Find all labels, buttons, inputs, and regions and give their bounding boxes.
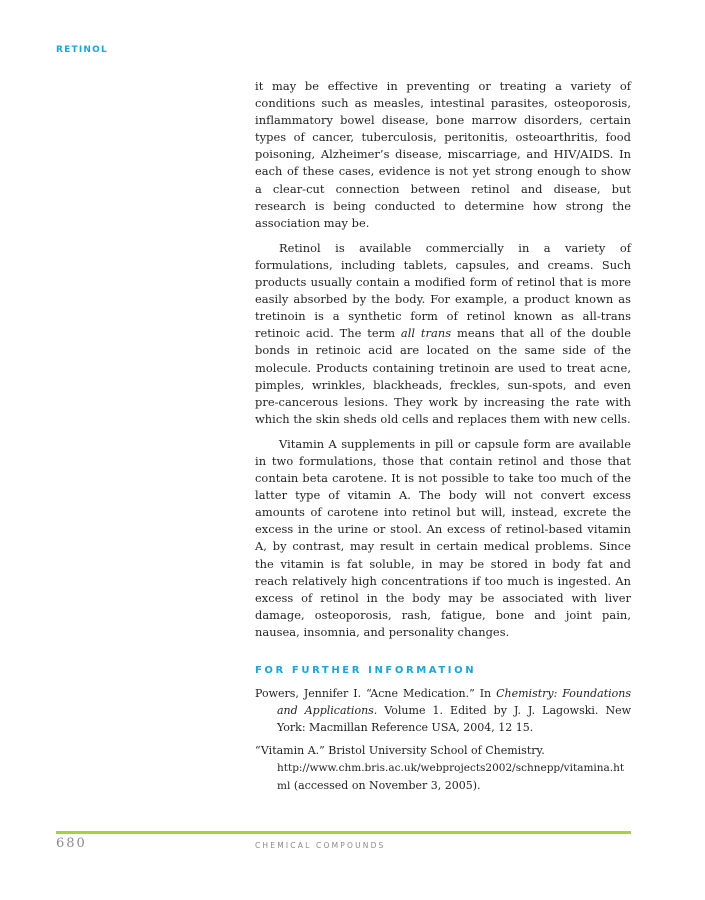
reference-1-lead: Powers, Jennifer I. “Acne Medication.” In [255,687,497,700]
reference-2-rest: (accessed on November 3, 2005). [290,779,481,792]
reference-2-url[interactable]: http://www.chm.bris.ac.uk/webprojects2002/schnepp/vitamina.html [277,762,625,792]
reference-1 [255,685,631,736]
reference-2 [255,742,631,795]
main-text-column [255,78,631,801]
reference-2-lead: “Vitamin A.” Bristol University School of Chemistry. [255,744,545,757]
reference-1-title: Chemistry: Foundations and Applications. [277,687,631,717]
paragraph-1: it may be effective in preventing or treating a variety of conditions such as measles, intestinal parasites, osteoporosis, inflammatory bowel disease, bone marrow disorders, certain types of cancer, tuberculosis, peritonitis, osteoarthritis, food poisoning, Alzheimer’s disease, miscarriage, and HIV/AIDS. In each of these cases, evidence is not yet strong enough to show a clear-cut connection between retinol and disease, but research is being conducted to determine how strong the association may be. [255,79,631,230]
reference-1-rest: Volume 1. Edited by J. J. Lagowski. New York: Macmillan Reference USA, 2004, 12 15. [277,704,632,734]
paragraph-2-italic-term: all trans [400,326,452,341]
page-number: 680 [56,836,87,851]
running-head: RETINOL [56,45,108,55]
paragraph-2 [255,240,631,428]
paragraph-3: Vitamin A supplements in pill or capsule form are available in two formulations, those that contain retinol and those that contain beta carotene. It is not possible to take too much of the latter type of vitamin A. The body will not convert excess amounts of carotene into retinol but will, instead, excrete the excess in the urine or stool. An excess of retinol-based vitamin A, by contrast, may result in certain medical problems. Since the vitamin is fat soluble, in may be stored in body fat and reach relatively high concentrations if too much is ingested. An excess of retinol in the body may be associated with liver damage, osteoporosis, rash, fatigue, bone and joint pain, nausea, insomnia, and personality changes. [255,436,631,639]
book-title: CHEMICAL COMPOUNDS [255,841,386,850]
paragraph-2-part-b: means that all of the double bonds in retinoic acid are located on the same side of the molecule. Products containing tretinoin are used to treat acne, pimples, wrinkles, blackheads, freckles, sun-spots, and even pre-cancerous lesions. They work by increasing the rate with which the skin sheds old cells and replaces them with new cells. [255,326,631,426]
footer-rule [56,831,631,834]
further-information-heading: FOR FURTHER INFORMATION [255,665,477,676]
paragraph-2-part-a: Retinol is available commercially in a variety of formulations, including tablets, capsules, and creams. Such products usually contain a modified form of retinol that is more easily absorbed by the body. For example, a product known as tretinoin is a synthetic form of retinol known as all-trans retinoic acid. The term [255,240,631,341]
